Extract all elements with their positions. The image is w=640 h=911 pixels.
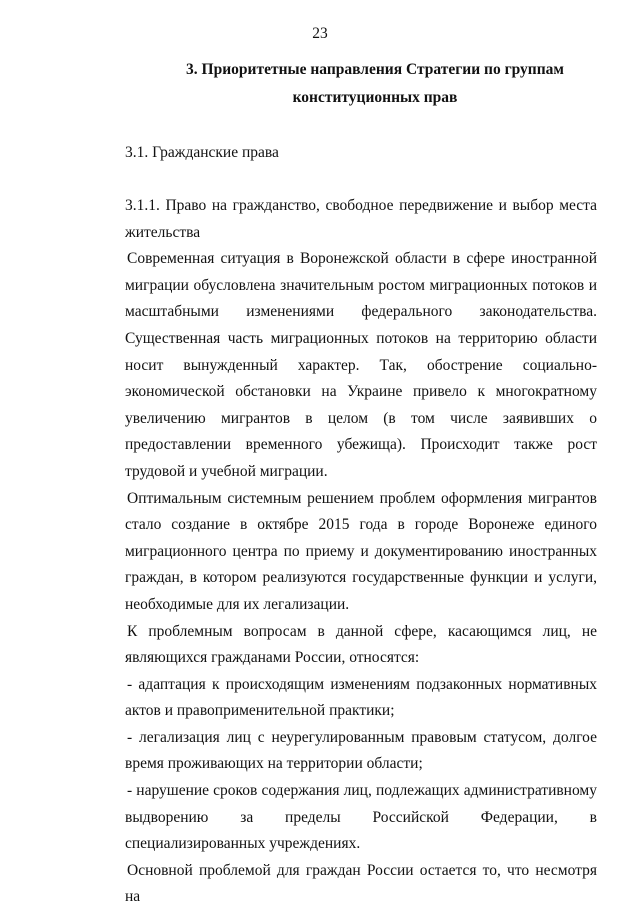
paragraph: Оптимальным системным решением проблем оформления мигрантов стало создание в октябре 2015 года в городе Воронеже единого миграционного центра по приему и документированию иностранных граждан, в котором реализуются государственные функции и услуги, необходимые для их легализации. [125,489,597,613]
paragraph-subsection-heading: 3.1.1. Право на гражданство, свободное передвижение и выбор места жительства [125,197,597,241]
paragraph: К проблемным вопросам в данной сфере, касающимся лиц, не являющихся гражданами России, относятся: [125,622,597,667]
page-number: 23 [312,25,328,42]
list-item: - нарушение сроков содержания лиц, подлежащих административному выдворению за пределы Российской Федерации, в специализированных учреждениях. [125,782,597,853]
list-item: - адаптация к происходящим изменениям подзаконных нормативных актов и правоприменительной практики; [125,675,597,720]
body-text [125,193,597,911]
list-item: - легализация лиц с неурегулированным правовым статусом, долгое время проживающих на территории области; [125,728,597,773]
section-title-line-2: конституционных прав [292,89,458,106]
section-title-line-1: 3. Приоритетные направления Стратегии по группам [186,61,564,78]
paragraph: Основной проблемой для граждан России остается то, что несмотря на [125,861,597,906]
subsection-title: 3.1. Гражданские права [125,144,279,161]
paragraph: Современная ситуация в Воронежской области в сфере иностранной миграции обусловлена значительным ростом миграционных потоков и масштабными изменениями федерального законодательства. Существенная часть миграционных потоков на территорию области носит вынужденный характер. Так, обострение социально-экономической обстановки на Украине привело к многократному увеличению мигрантов в целом (в том числе заявивших о предоставлении временного убежища). Происходит также рост трудовой и учебной миграции. [125,250,597,480]
